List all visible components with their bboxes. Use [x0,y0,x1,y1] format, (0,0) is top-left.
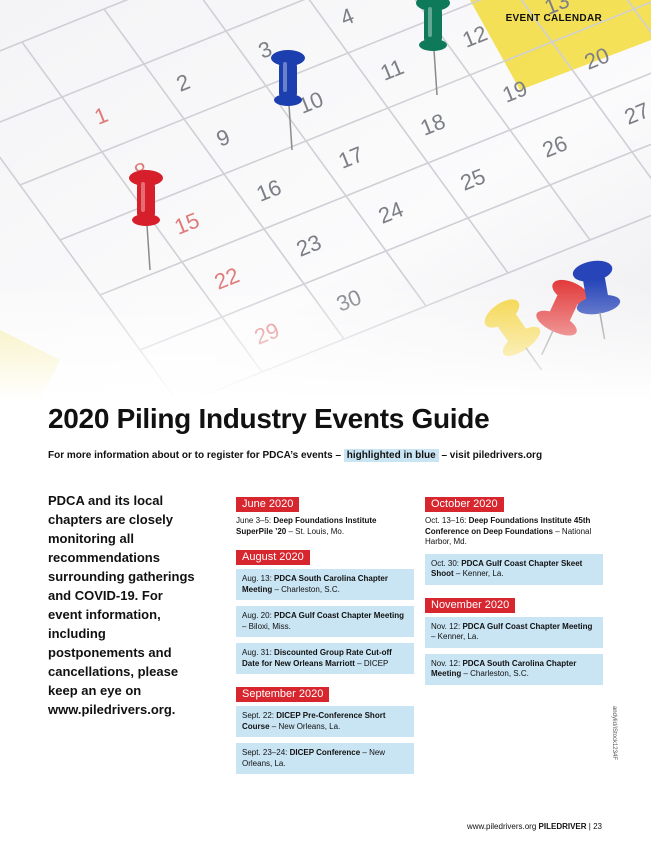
month-november [425,595,603,685]
event-date: Sept. 22: [242,711,275,720]
event-item [236,643,414,674]
event-date: Nov. 12: [431,621,461,631]
event-name: DICEP Conference [289,748,361,757]
event-date: Nov. 12: [431,658,461,668]
event-item [236,706,414,737]
page-footer [467,822,602,831]
photo-credit: andylid/iStock1234F [611,705,617,760]
month-october [425,494,603,585]
footer-url: www.piledrivers.org [466,822,537,831]
event-name: PDCA Gulf Coast Chapter Meeting [274,611,404,620]
event-date: Aug. 20: [242,611,272,620]
month-heading: June 2020 [236,497,299,512]
footer-magazine: PILEDRIVER [538,822,587,831]
event-place: – New Orleans, La. [271,721,341,731]
intro-paragraph: PDCA and its local chapters are closely monitoring all recommendations surrounding gatherings and COVID-19. For event information, including postponements and cancellations, please keep an eye on www.piledrivers.org. [48,493,195,717]
event-place: – Charleston, S.C. [463,669,529,678]
event-place: – Charleston, S.C. [274,584,340,594]
month-september [236,684,414,774]
event-item [236,569,414,600]
event-item [236,606,414,637]
event-date: Aug. 13: [242,574,272,583]
event-place: – DICEP [357,658,389,668]
event-name: PDCA Gulf Coast Chapter Skeet Shoot [431,558,583,578]
events-column-left [236,494,414,784]
event-place: – Biloxi, Miss. [242,621,291,631]
event-place: – National Harbor, Md. [425,526,592,546]
event-item [236,516,414,537]
month-june [236,494,414,537]
event-name: Deep Foundations Institute 45th Conference on Deep Foundations [425,516,591,536]
event-item [425,617,603,648]
event-item [236,743,414,774]
section-tag: EVENT CALENDAR [505,13,602,24]
footer-separator: | [588,822,591,831]
subtitle-highlight: highlighted in blue [344,449,439,462]
month-heading: October 2020 [425,497,504,512]
event-place: – New Orleans, La. [242,748,386,768]
month-heading: November 2020 [425,598,515,613]
subtitle-before: For more information about or to register for PDCA’s events – [48,450,344,461]
month-heading: September 2020 [236,687,329,702]
event-date: Aug. 31: [242,648,272,657]
event-item [425,654,603,685]
footer-page-number: 23 [593,822,602,831]
calendar-photo [0,0,651,400]
event-name: PDCA Gulf Coast Chapter Meeting [462,621,593,631]
event-name: PDCA South Carolina Chapter Meeting [242,574,388,594]
event-item [425,554,603,585]
event-date: Oct. 30: [431,558,460,568]
event-name: Deep Foundations Institute SuperPile ’20 [236,516,377,536]
event-item [425,516,603,548]
month-august [236,547,414,674]
event-place: – Kenner, La. [455,569,504,578]
events-column-right [425,494,603,695]
event-name: Discounted Group Rate Cut-off Date for New Orleans Marriott [242,648,392,668]
event-date: June 3–5: [236,516,272,525]
event-place: – St. Louis, Mo. [288,526,345,536]
event-name: PDCA South Carolina Chapter Meeting [431,658,577,678]
subtitle [48,450,542,461]
month-heading: August 2020 [236,550,310,565]
calendar-illustration [0,0,651,400]
event-place: – Kenner, La. [431,632,479,641]
subtitle-after: – visit piledrivers.org [438,450,543,461]
page-title: 2020 Piling Industry Events Guide [48,403,490,434]
event-name: DICEP Pre-Conference Short Course [242,711,386,731]
event-date: Oct. 13–16: [425,516,467,525]
event-date: Sept. 23–24: [242,748,288,757]
